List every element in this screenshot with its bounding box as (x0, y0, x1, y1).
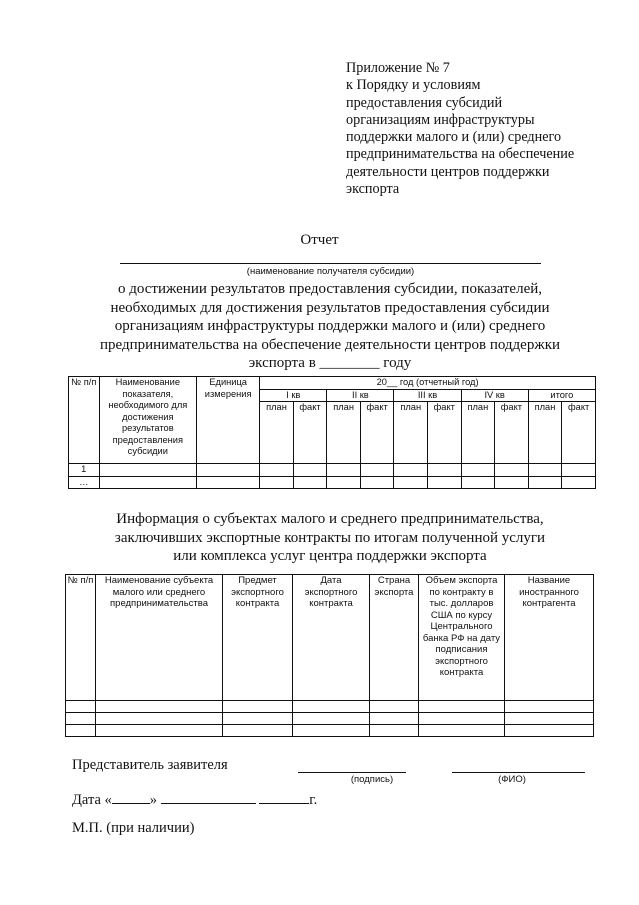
cell[interactable] (370, 701, 419, 713)
export-contracts-table (65, 574, 594, 737)
cell[interactable] (96, 725, 223, 737)
col-counterparty-header: Название иностранного контрагента (505, 575, 594, 701)
cell[interactable] (528, 476, 562, 489)
date-prefix: Дата « (72, 792, 112, 808)
col-name-header: Наименование показателя, необходимого для достижения результатов предоставления субсидии (99, 377, 197, 464)
report-title: Отчет (300, 232, 339, 248)
total-header: итого (528, 389, 595, 402)
appendix-line: организациям инфраструктуры (346, 111, 535, 128)
cell[interactable] (394, 464, 428, 477)
heading-line: о достижении результатов предоставления субсидии, показателей, (117, 281, 542, 297)
cell[interactable] (461, 476, 495, 489)
cell[interactable] (293, 476, 327, 489)
signature-caption: (подпись) (350, 774, 394, 785)
signature-line[interactable] (298, 772, 406, 773)
col-date-header: Дата экспортного контракта (293, 575, 370, 701)
cell[interactable] (66, 713, 96, 725)
quarter-header: IV кв (461, 389, 528, 402)
cell[interactable] (419, 725, 505, 737)
table-row (69, 464, 596, 477)
recipient-line[interactable] (120, 263, 541, 264)
fact-header: факт (428, 402, 462, 464)
fact-header: факт (360, 402, 394, 464)
cell[interactable] (461, 464, 495, 477)
cell[interactable] (495, 476, 529, 489)
table-row (66, 725, 594, 737)
info-heading-line: заключивших экспортные контракты по итогам полученной услуги (114, 529, 546, 546)
stamp-label: М.П. (при наличии) (72, 820, 195, 836)
plan-header: план (528, 402, 562, 464)
cell[interactable] (293, 725, 370, 737)
cell[interactable] (505, 725, 594, 737)
col-subject-header: Предмет экспортного контракта (223, 575, 293, 701)
cell[interactable] (419, 713, 505, 725)
year-header: 20__ год (отчетный год) (260, 377, 596, 390)
col-country-header: Страна экспорта (370, 575, 419, 701)
col-unit-header: Единица измерения (197, 377, 260, 464)
appendix-line: Приложение № 7 (346, 60, 450, 76)
cell[interactable] (293, 713, 370, 725)
cell[interactable] (197, 464, 260, 477)
date-month-input[interactable] (161, 789, 256, 804)
cell[interactable] (428, 476, 462, 489)
cell[interactable] (66, 725, 96, 737)
table-row (69, 476, 596, 489)
name-line[interactable] (452, 772, 585, 773)
info-heading (60, 510, 600, 566)
appendix-line: поддержки малого и (или) среднего (346, 129, 562, 146)
fact-header: факт (495, 402, 529, 464)
cell[interactable] (562, 464, 596, 477)
cell[interactable] (562, 476, 596, 489)
cell[interactable] (293, 701, 370, 713)
cell[interactable] (419, 701, 505, 713)
row-number: … (69, 476, 100, 489)
cell[interactable] (96, 701, 223, 713)
report-heading (60, 280, 600, 373)
cell[interactable] (495, 464, 529, 477)
col-no-header: № п/п (66, 575, 96, 701)
row-number: 1 (69, 464, 100, 477)
quarter-header: I кв (260, 389, 327, 402)
col-entity-header: Наименование субъекта малого или среднего предпринимательства (96, 575, 223, 701)
cell[interactable] (505, 701, 594, 713)
date-field (72, 789, 317, 809)
heading-line: организациям инфраструктуры поддержки малого и (или) среднего (114, 318, 546, 334)
date-year-input[interactable] (259, 789, 309, 804)
appendix-line: экспорта (346, 181, 400, 198)
cell[interactable] (505, 713, 594, 725)
cell[interactable] (66, 701, 96, 713)
cell[interactable] (260, 464, 294, 477)
cell[interactable] (99, 464, 197, 477)
plan-header: план (260, 402, 294, 464)
col-no-header: № п/п (69, 377, 100, 464)
cell[interactable] (223, 713, 293, 725)
date-mid: » (149, 792, 158, 808)
cell[interactable] (223, 701, 293, 713)
fact-header: факт (562, 402, 596, 464)
cell[interactable] (370, 713, 419, 725)
cell[interactable] (394, 476, 428, 489)
cell[interactable] (360, 464, 394, 477)
table-row (66, 701, 594, 713)
fact-header: факт (293, 402, 327, 464)
cell[interactable] (360, 476, 394, 489)
name-caption: (ФИО) (498, 774, 526, 785)
appendix-line: к Порядку и условиям (346, 77, 481, 94)
cell[interactable] (327, 476, 361, 489)
plan-header: план (394, 402, 428, 464)
heading-line: предпринимательства на обеспечение деятельности центров поддержки (99, 336, 561, 353)
cell[interactable] (370, 725, 419, 737)
table-row (66, 713, 594, 725)
col-volume-header: Объем экспорта по контракту в тыс. долларов США по курсу Центрального банка РФ на дату подписания экспортного контракта (419, 575, 505, 701)
info-heading-line: или комплекса услуг центра поддержки экспорта (173, 548, 487, 564)
cell[interactable] (260, 476, 294, 489)
cell[interactable] (428, 464, 462, 477)
plan-header: план (461, 402, 495, 464)
cell[interactable] (96, 713, 223, 725)
cell[interactable] (223, 725, 293, 737)
quarter-header: III кв (394, 389, 461, 402)
recipient-caption: (наименование получателя субсидии) (246, 266, 415, 277)
heading-line: экспорта в ________ году (248, 355, 412, 371)
date-suffix: г. (309, 792, 318, 808)
cell[interactable] (327, 464, 361, 477)
cell[interactable] (528, 464, 562, 477)
heading-line: необходимых для достижения результатов предоставления субсидии (110, 299, 550, 316)
appendix-line: предпринимательства на обеспечение (346, 146, 575, 163)
appendix-note (346, 60, 626, 198)
quarter-header: II кв (327, 389, 394, 402)
date-day-input[interactable] (112, 789, 150, 804)
cell[interactable] (99, 476, 197, 489)
plan-header: план (327, 402, 361, 464)
indicators-table (68, 376, 596, 489)
cell[interactable] (197, 476, 260, 489)
representative-label: Представитель заявителя (72, 757, 228, 773)
cell[interactable] (293, 464, 327, 477)
appendix-line: деятельности центров поддержки (346, 163, 550, 180)
appendix-line: предоставления субсидий (346, 94, 503, 111)
info-heading-line: Информация о субъектах малого и среднего предпринимательства, (116, 511, 544, 527)
